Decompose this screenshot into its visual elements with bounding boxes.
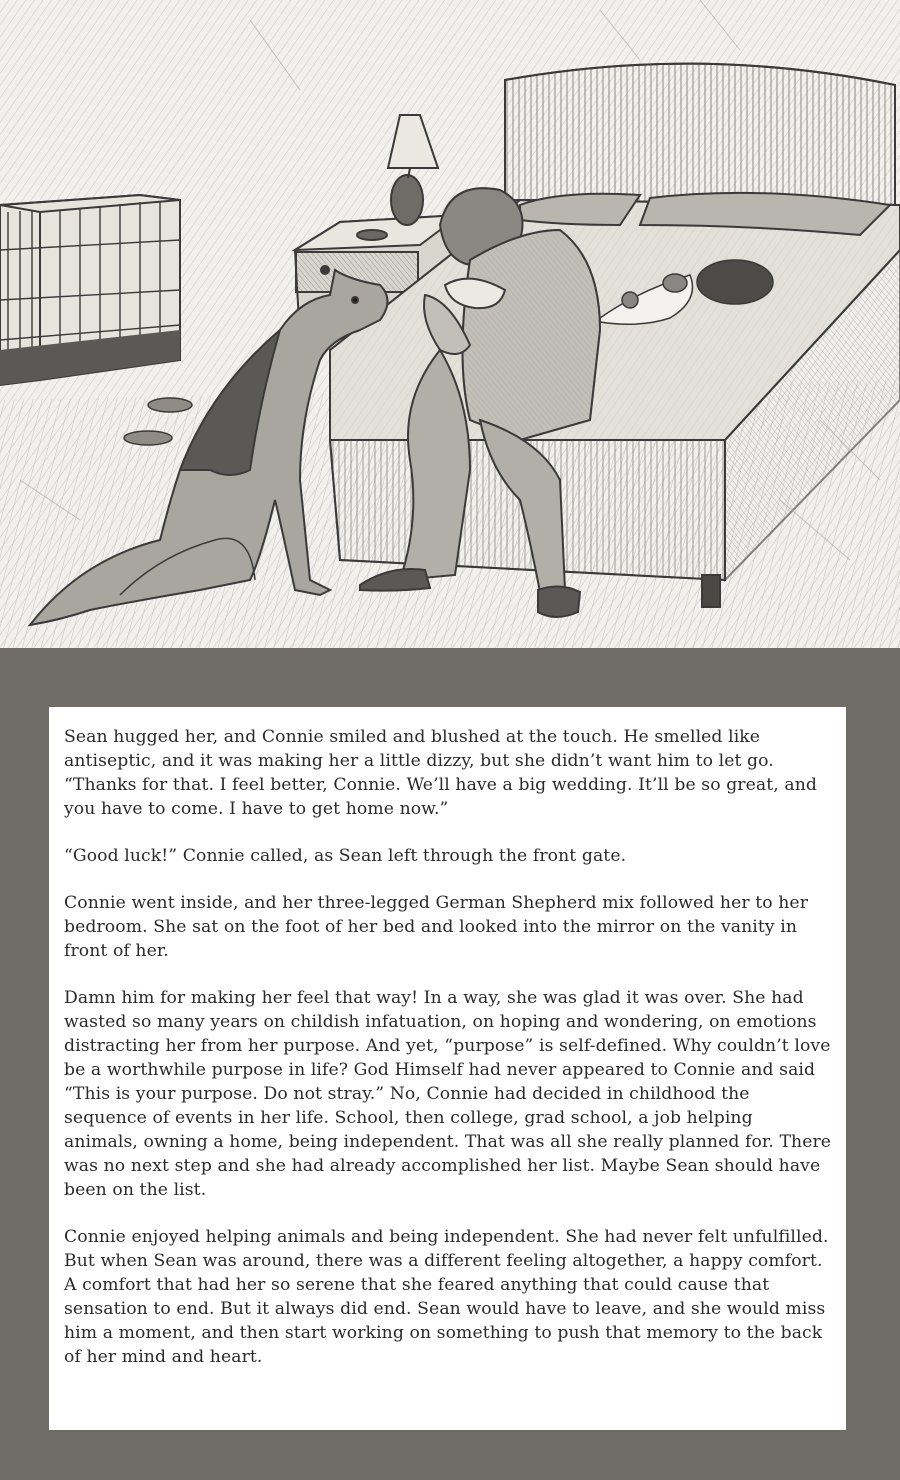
story-text-panel xyxy=(49,707,846,1430)
story-illustration xyxy=(0,0,900,648)
story-paragraph: Damn him for making her feel that way! In a way, she was glad it was over. She had wasted so many years on childish infatuation, on hoping and wondering, on emotions distracting her from her purpose. And yet, “purpose” is self-defined. Why couldn’t love be a worthwhile purpose in life? God Himself had never appeared to Connie and said “This is your purpose. Do not stray.” No, Connie had decided in childhood the sequence of events in her life. School, then college, grad school, a job helping animals, owning a home, being independent. That was all she really planned for. There was no next step and she had already accomplished her list. Maybe Sean should have been on the list. xyxy=(64,988,832,1200)
story-paragraph: Connie went inside, and her three-legged German Shepherd mix followed her to her bedroom. She sat on the foot of her bed and looked into the mirror on the vanity in front of her. xyxy=(64,893,809,961)
story-paragraph: “Good luck!” Connie called, as Sean left through the front gate. xyxy=(64,846,627,866)
dog-crate xyxy=(0,195,180,385)
bedroom-sketch xyxy=(0,0,900,648)
story-paragraph: Sean hugged her, and Connie smiled and blushed at the touch. He smelled like antiseptic, and it was making her a little dizzy, but she didn’t want him to let go. “Thanks for that. I feel better, Connie. We’ll have a big wedding. It’ll be so great, and you have to come. I have to get home now.” xyxy=(64,727,817,819)
story-paragraph: Connie enjoyed helping animals and being independent. She had never felt unfulfilled. But when Sean was around, there was a different feeling altogether, a happy comfort. A comfort that had her so serene that she feared anything that could cause that sensation to end. But it always did end. Sean would have to leave, and she would miss him a moment, and then start working on something to push that memory to the back of her mind and heart. xyxy=(64,1227,829,1367)
